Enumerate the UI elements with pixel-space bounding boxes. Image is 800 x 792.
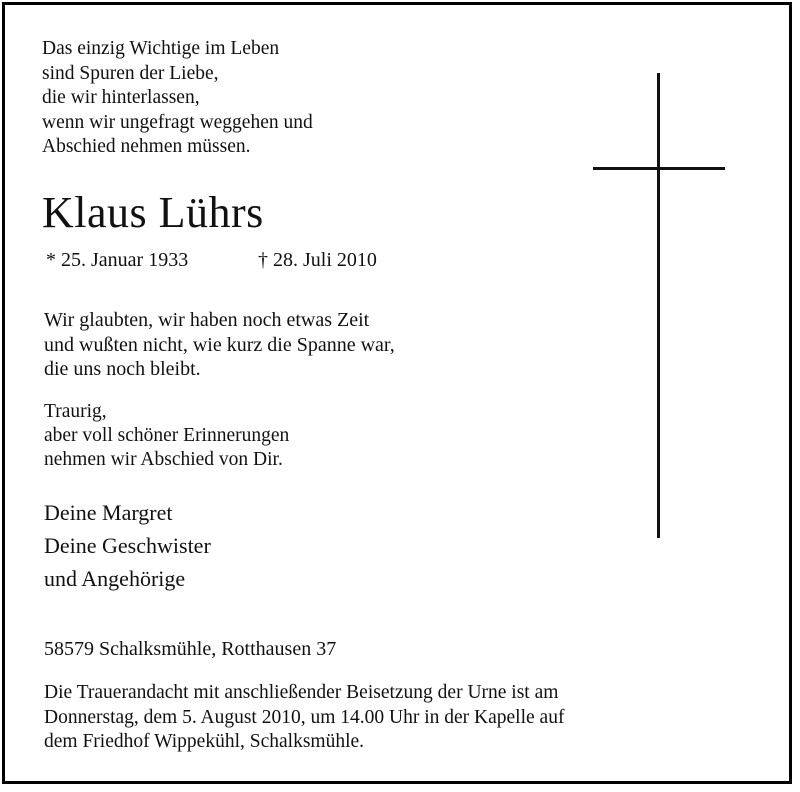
quote-text <box>44 308 395 382</box>
poem-line: sind Spuren der Liebe, <box>42 62 219 84</box>
mourners-list <box>44 496 211 595</box>
quote-line: die uns noch bleibt. <box>44 358 201 380</box>
mourner-line: und Angehörige <box>44 566 186 591</box>
service-details <box>44 681 564 755</box>
deceased-name: Klaus Lührs <box>42 188 264 237</box>
birth-date: * 25. Januar 1933 <box>46 249 189 271</box>
poem-line: wenn wir ungefragt weggehen und <box>42 111 313 133</box>
family-address: 58579 Schalksmühle, Rotthausen 37 <box>44 638 337 660</box>
cross-horizontal-bar <box>593 167 725 170</box>
mourner-line: Deine Geschwister <box>44 533 211 558</box>
poem-line: Das einzig Wichtige im Leben <box>42 38 280 59</box>
death-date: † 28. Juli 2010 <box>258 249 377 271</box>
quote-line: und wußten nicht, wie kurz die Spanne war, <box>44 333 395 356</box>
life-dates <box>46 247 377 273</box>
service-line: Die Trauerandacht mit anschließender Beisetzung der Urne ist am <box>44 682 559 703</box>
quote-line: Wir glaubten, wir haben noch etwas Zeit <box>44 309 370 331</box>
farewell-text <box>44 400 289 472</box>
mourner-line: Deine Margret <box>44 500 173 525</box>
cross-vertical-bar <box>657 73 660 538</box>
farewell-line: nehmen wir Abschied von Dir. <box>44 449 283 470</box>
farewell-line: Traurig, <box>44 401 107 422</box>
poem-line: Abschied nehmen müssen. <box>42 136 251 157</box>
service-line: Donnerstag, dem 5. August 2010, um 14.00 Uhr in der Kapelle auf <box>44 706 565 728</box>
service-line: dem Friedhof Wippekühl, Schalksmühle. <box>44 731 365 752</box>
poem-line: die wir hinterlassen, <box>42 87 200 108</box>
farewell-line: aber voll schöner Erinnerungen <box>44 425 290 446</box>
opening-poem <box>42 37 313 160</box>
cross-icon <box>593 73 725 538</box>
